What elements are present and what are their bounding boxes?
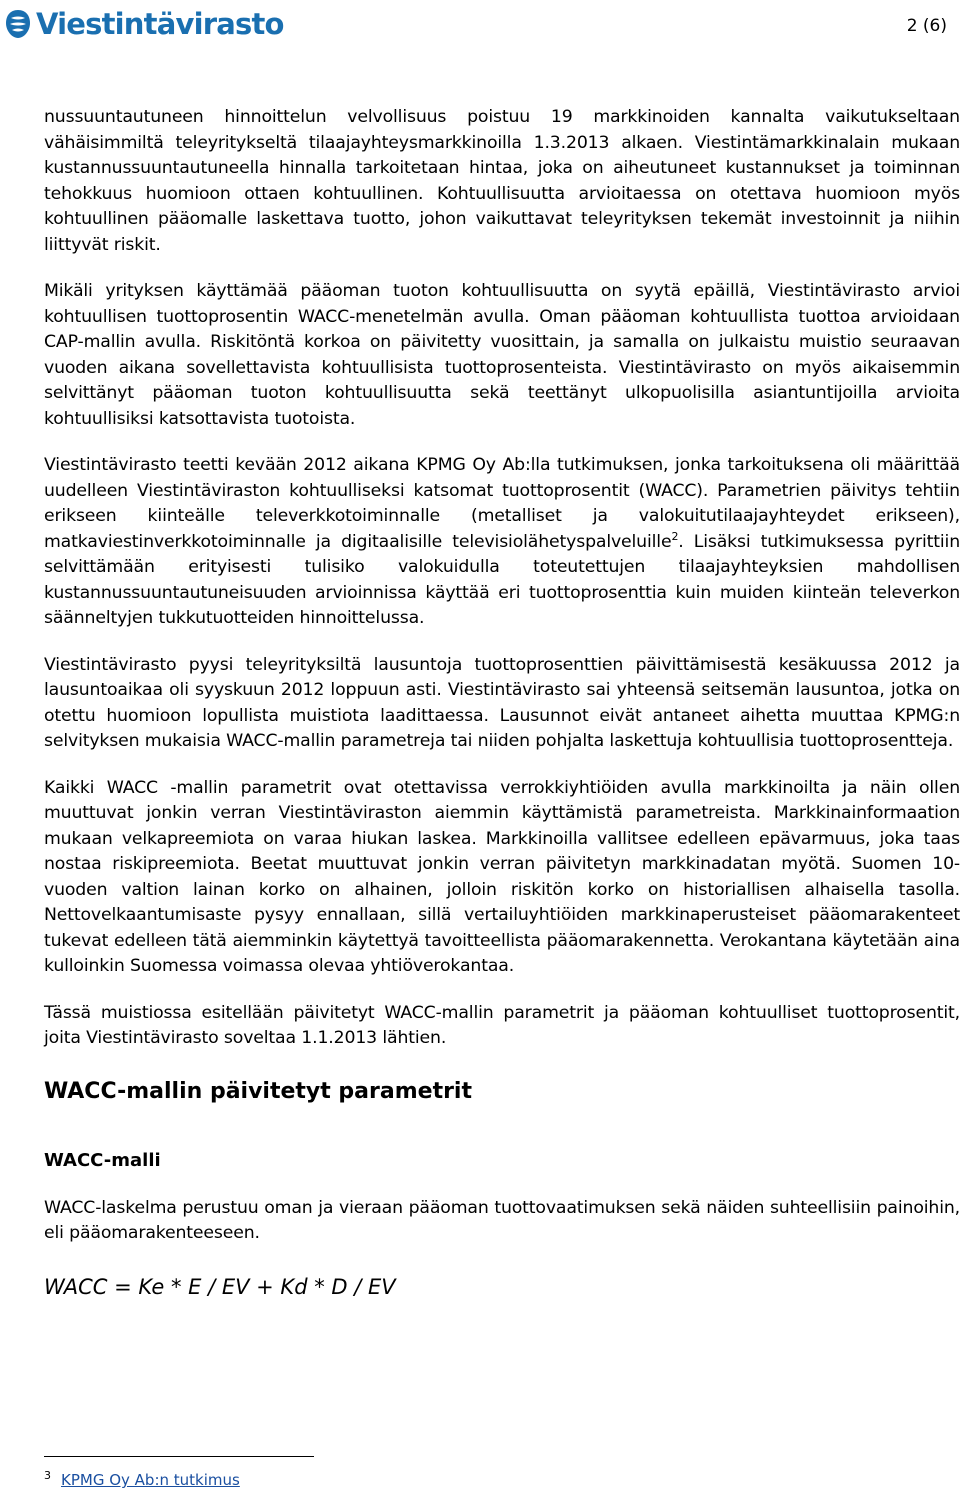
section-heading: WACC-mallin päivitetyt parametrit bbox=[44, 1078, 472, 1104]
paragraph-3-part-b: . Lisäksi tutkimuksessa pyrittiin selvittämään erityisesti tulisiko valokuidulla toteutettujen tilaajayhteyksien mahdollisen kustannussuuntautuneisuuden arvioinnissa käyttää eri tuottoprosenttia kuin muiden kiinteän televerkon säänneltyjen tukkutuotteiden hinnoittelussa. bbox=[44, 531, 960, 628]
paragraph-2: Mikäli yrityksen käyttämää pääoman tuoton kohtuullisuutta on syytä epäillä, Viestintävirasto arvioi kohtuullisen tuottoprosentin WACC-menetelmän avulla. Oman pääoman kohtuullista tuottoa arvioidaan CAP-mallin avulla. Riskitöntä korkoa on päivitetty vuosittain, ja samalla on julkaistu muistio seuraavan vuoden aikana sovellettavista kohtuullisista tuottoprosenteista. Viestintävirasto on myös aikaisemmin selvittänyt pääoman tuoton kohtuullisuutta sekä teettänyt ulkopuolisilla asiantuntijoilla arvioita kohtuullisiksi katsottavista tuotoista. bbox=[44, 281, 960, 429]
wacc-formula: WACC = Ke * E / EV + Kd * D / EV bbox=[44, 1274, 396, 1299]
paragraph-7: WACC-laskelma perustuu oman ja vieraan pääoman tuottovaatimuksen sekä näiden suhteellisiin painoihin, eli pääomarakenteeseen. bbox=[44, 1197, 960, 1243]
viestintavirasto-logo bbox=[4, 4, 284, 44]
logo-text: Viestintävirasto bbox=[36, 7, 284, 41]
document-body bbox=[44, 105, 960, 1302]
footnote-divider bbox=[44, 1456, 314, 1457]
paragraph-6: Tässä muistiossa esitellään päivitetyt WACC-mallin parametrit ja pääoman kohtuulliset tuottoprosentit, joita Viestintävirasto soveltaa 1.1.2013 lähtien. bbox=[44, 1002, 960, 1048]
footnote-reference: 2 bbox=[671, 529, 679, 543]
paragraph-3 bbox=[44, 453, 960, 632]
page-header bbox=[0, 0, 960, 60]
paragraph-5: Kaikki WACC -mallin parametrit ovat otettavissa verrokkiyhtiöiden avulla markkinoilta ja näin ollen muuttuvat jonkin verran Viestintäviraston aiemmin käyttämistä parametreista. Markkinainformaation mukaan velkapreemiota on varaa hiukan laskea. Markkinoilla vallitsee edelleen epävarmuus, joka taas nostaa riskipreemiota. Beetat muuttuvat jonkin verran päivitetyn markkinadatan myötä. Suomen 10-vuoden valtion lainan korko on alhainen, jolloin riskitön korko on historiallisen alhaisella tasolla. Nettovelkaantumisaste pysyy ennallaan, sillä vertailuyhtiöiden markkinaperusteiset pääomarakenteet tukevat edelleen tätä aiemminkin käytettyä tavoitteellista pääomarakennetta. Verokantana käytetään aina kulloinkin Suomessa voimassa olevaa yhtiöverokantaa. bbox=[44, 777, 960, 976]
footnote bbox=[44, 1466, 240, 1490]
logo-mark-icon bbox=[4, 8, 32, 40]
footnote-link[interactable]: KPMG Oy Ab:n tutkimus bbox=[61, 1471, 240, 1489]
paragraph-3-part-a: Viestintävirasto teetti kevään 2012 aikana KPMG Oy Ab:lla tutkimuksen, jonka tarkoituksena oli määrittää uudelleen Viestintäviraston kohtuulliseksi katsomat tuottoprosentit (WACC). Parametrien päivitys tehtiin erikseen kiinteälle televerkkotoiminnalle (metalliset ja valokuitutilaajayhteydet erikseen), matkaviestinverkkotoiminnalle ja digitaalisille televisiolähetyspalveluille bbox=[44, 455, 960, 552]
page-number: 2 (6) bbox=[906, 16, 947, 36]
paragraph-1: nussuuntautuneen hinnoittelun velvollisuus poistuu 19 markkinoiden kannalta vaikutukseltaan vähäisimmiltä teleyritykseltä tilaajayhteysmarkkinoilla 1.3.2013 alkaen. Viestintämarkkinalain mukaan kustannussuuntautuneella hinnalla tarkoitetaan hintaa, joka on aiheutuneet kustannukset ja toiminnan tehokkuus huomioon ottaen kohtuullinen. Kohtuullisuutta arvioitaessa on otettava huomioon myös kohtuullinen pääomalle laskettava tuotto, johon vaikuttavat teleyrityksen tekemät investoinnit ja niihin liittyvät riskit. bbox=[44, 107, 960, 255]
paragraph-4: Viestintävirasto pyysi teleyrityksiltä lausuntoja tuottoprosenttien päivittämisestä kesäkuussa 2012 ja lausuntoaikaa oli syyskuun 2012 loppuun asti. Viestintävirasto sai yhteensä seitsemän lausuntoa, jotka on otettu huomioon lopullista muistiota laadittaessa. Lausunnot eivät antaneet aihetta muuttaa KPMG:n selvityksen mukaisia WACC-mallin parametreja tai niiden pohjalta laskettuja kohtuullisia tuottoprosentteja. bbox=[44, 654, 960, 751]
subsection-heading: WACC-malli bbox=[44, 1149, 161, 1171]
footnote-number: 3 bbox=[44, 1469, 51, 1482]
